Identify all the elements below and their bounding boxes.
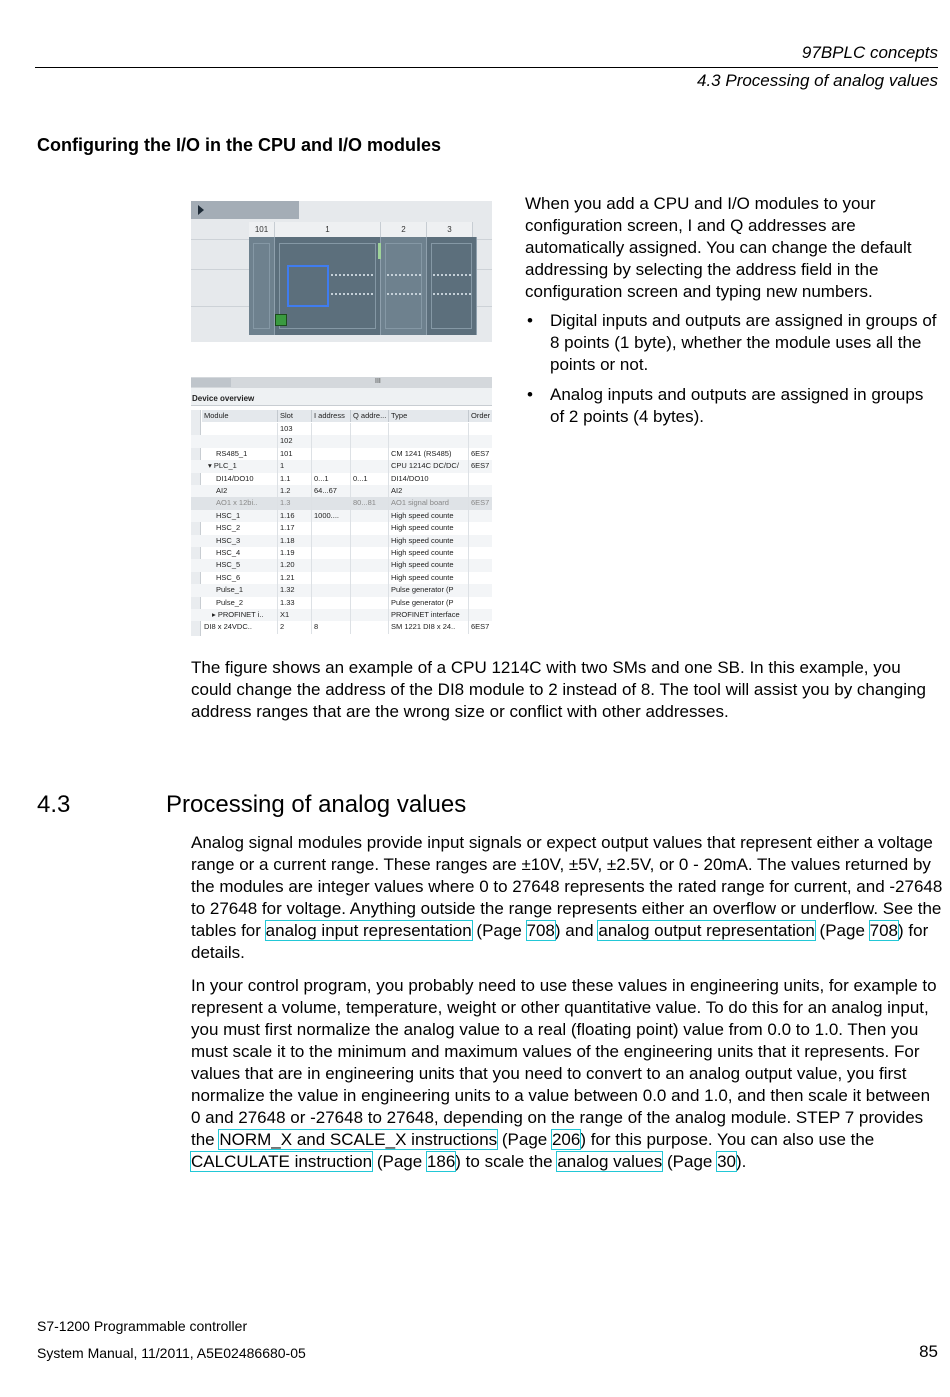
table-cell: CPU 1214C DC/DC/ <box>389 460 469 472</box>
table-row[interactable] <box>191 460 492 472</box>
table-cell: 1.16 <box>278 510 312 522</box>
table-row[interactable] <box>191 584 492 596</box>
table-cell <box>312 559 351 571</box>
table-cell <box>469 535 492 547</box>
link-calculate-instruction[interactable]: CALCULATE instruction <box>191 1152 373 1171</box>
table-row[interactable] <box>191 597 492 609</box>
table-cell <box>469 435 492 447</box>
table-cell: 1000.... <box>312 510 351 522</box>
table-cell: 1.33 <box>278 597 312 609</box>
table-row[interactable] <box>191 497 492 509</box>
table-cell: 64...67 <box>312 485 351 497</box>
column-header[interactable]: I address <box>312 410 351 422</box>
cm-module[interactable] <box>249 237 275 335</box>
table-cell: 1.18 <box>278 535 312 547</box>
table-cell <box>351 547 389 559</box>
table-cell: 0...1 <box>351 473 389 485</box>
table-cell <box>312 597 351 609</box>
section-title: Processing of analog values <box>166 791 467 818</box>
table-cell: HSC_2 <box>214 522 278 534</box>
slot-header: 101 <box>249 222 275 237</box>
device-overview-panel <box>191 377 492 636</box>
table-cell <box>469 597 492 609</box>
table-cell: HSC_6 <box>214 572 278 584</box>
table-cell: 6ES7 <box>469 460 492 472</box>
table-cell: 102 <box>278 435 312 447</box>
table-cell <box>351 522 389 534</box>
table-cell <box>312 609 351 621</box>
bullet-item: • Digital inputs and outputs are assigned in groups of 8 points (1 byte), whether the module uses all the points or not. <box>527 311 937 374</box>
link-analog-output-representation[interactable]: analog output representation <box>598 921 815 940</box>
column-header[interactable]: Q addre... <box>351 410 389 422</box>
scroll-thumb[interactable] <box>191 378 231 387</box>
table-row[interactable] <box>191 547 492 559</box>
slot-header: 1 <box>275 222 381 237</box>
table-cell: HSC_5 <box>214 559 278 571</box>
table-cell <box>312 460 351 472</box>
table-cell: CM 1241 (RS485) <box>389 448 469 460</box>
table-cell <box>469 584 492 596</box>
table-cell: X1 <box>278 609 312 621</box>
table-cell: 1.17 <box>278 522 312 534</box>
table-cell <box>312 535 351 547</box>
link-page-186[interactable]: 186 <box>426 1152 456 1171</box>
table-cell: HSC_3 <box>214 535 278 547</box>
status-led <box>378 243 381 259</box>
table-cell <box>202 423 278 435</box>
paragraph-analog-modules: Analog signal modules provide input signals or expect output values that represent either a voltage range or a current range. These ranges are ±10V, ±5V, ±2.5V, or 0 - 20mA. The values returned by the modules are integer values where 0 to 27648 represents the rated range for current, and -27648 to 27648 for voltage. Anything outside the range represents either an overflow or underflow. See the tables for analog input representation (Page 708) and analog output representation (Page 708) for details. <box>191 833 943 962</box>
bullet-dot-icon: • <box>527 385 533 404</box>
table-cell: Pulse generator (P <box>389 597 469 609</box>
sm-module-2[interactable] <box>427 237 477 335</box>
table-row[interactable] <box>191 485 492 497</box>
table-cell <box>312 497 351 509</box>
device-overview-title: Device overview <box>191 388 492 406</box>
table-cell <box>351 535 389 547</box>
table-row[interactable] <box>191 510 492 522</box>
header-section: 4.3 Processing of analog values <box>697 71 938 90</box>
io-intro: When you add a CPU and I/O modules to your configuration screen, I and Q addresses are automatically assigned. You can change the default addressing by selecting the address field in the configuration screen and typing new numbers. <box>525 194 912 301</box>
table-row[interactable] <box>191 609 492 621</box>
table-cell: 1 <box>278 460 312 472</box>
horizontal-scrollbar[interactable] <box>191 377 492 388</box>
ethernet-port-icon <box>275 314 287 326</box>
table-cell: 1.2 <box>278 485 312 497</box>
slot-header: 3 <box>427 222 473 237</box>
table-cell: Pulse_1 <box>214 584 278 596</box>
hardware-view-figure <box>191 201 492 342</box>
table-cell: AO1 signal board <box>389 497 469 509</box>
table-cell <box>351 609 389 621</box>
table-cell: RS485_1 <box>214 448 278 460</box>
table-cell: SM 1221 DI8 x 24.. <box>389 621 469 633</box>
section-body <box>191 832 943 1184</box>
signal-board-selection[interactable] <box>287 265 329 307</box>
table-cell <box>469 609 492 621</box>
table-cell <box>312 435 351 447</box>
table-cell <box>312 572 351 584</box>
table-cell <box>351 621 389 633</box>
table-cell <box>351 423 389 435</box>
table-cell: ▾ PLC_1 <box>206 460 278 472</box>
config-heading: Configuring the I/O in the CPU and I/O modules <box>37 135 441 155</box>
table-cell: PROFINET interface <box>389 609 469 621</box>
table-cell: HSC_1 <box>214 510 278 522</box>
table-cell <box>351 597 389 609</box>
footer-product: S7-1200 Programmable controller <box>37 1318 248 1334</box>
table-cell: High speed counte <box>389 559 469 571</box>
bullet-dot-icon: • <box>527 311 533 330</box>
table-row[interactable] <box>191 473 492 485</box>
table-cell <box>469 485 492 497</box>
column-header[interactable]: Type <box>389 410 469 422</box>
table-cell <box>351 572 389 584</box>
table-cell <box>312 448 351 460</box>
table-cell <box>312 423 351 435</box>
table-row[interactable] <box>191 621 492 633</box>
figure-caption: The figure shows an example of a CPU 1214C with two SMs and one SB. In this example, you could change the address of the DI8 module to 2 instead of 8. The tool will assist you by changing address ranges that are the wrong size or conflict with other addresses. <box>191 658 926 721</box>
table-cell: HSC_4 <box>214 547 278 559</box>
table-cell <box>469 473 492 485</box>
table-cell <box>312 547 351 559</box>
slot-header: 2 <box>381 222 427 237</box>
table-cell: 1.32 <box>278 584 312 596</box>
table-cell <box>469 522 492 534</box>
column-header[interactable]: Module <box>202 410 278 422</box>
column-header[interactable]: Slot <box>278 410 312 422</box>
paragraph-engineering-units: In your control program, you probably need to use these values in engineering units, for example to represent a volume, temperature, weight or other quantitative value. To do this for an analog input, you must first normalize the analog value to a real (floating point) value from 0.0 to 1.0. Then you must scale it to the minimum and maximum values of the engineering units that it represents. For values that are in engineering units that you need to convert to an analog output value, you first normalize the value in engineering units to a value between 0.0 and 1.0, and then scale it between 0 and 27648 or -27648 to 27648, depending on the range of the analog module. STEP 7 provides the NORM_X and SCALE_X instructions (Page 206) for this purpose. You can also use the CALCULATE instruction (Page 186) to scale the analog values (Page 30). <box>191 976 937 1171</box>
table-row[interactable] <box>191 522 492 534</box>
table-row[interactable] <box>191 559 492 571</box>
table-cell: 1.3 <box>278 497 312 509</box>
page-number: 85 <box>919 1342 938 1361</box>
header-rule <box>35 67 938 68</box>
table-cell: 1.20 <box>278 559 312 571</box>
table-cell <box>312 522 351 534</box>
footer-manual: System Manual, 11/2011, A5E02486680-05 <box>37 1345 306 1361</box>
table-cell <box>389 423 469 435</box>
table-cell: High speed counte <box>389 547 469 559</box>
table-cell: High speed counte <box>389 510 469 522</box>
table-cell <box>469 547 492 559</box>
table-row[interactable] <box>191 572 492 584</box>
table-cell: 101 <box>278 448 312 460</box>
table-cell <box>312 584 351 596</box>
link-analog-input-representation[interactable]: analog input representation <box>265 921 472 940</box>
table-cell: High speed counte <box>389 535 469 547</box>
column-header[interactable]: Order <box>469 410 492 422</box>
link-page-708[interactable]: 708 <box>869 921 899 940</box>
table-row[interactable] <box>191 435 492 447</box>
table-cell: 6ES7 <box>469 448 492 460</box>
table-cell <box>469 423 492 435</box>
table-cell: 1.19 <box>278 547 312 559</box>
table-cell <box>351 510 389 522</box>
table-cell <box>351 559 389 571</box>
link-page-30[interactable]: 30 <box>717 1152 736 1171</box>
table-cell: 0...1 <box>312 473 351 485</box>
table-cell: AI2 <box>214 485 278 497</box>
table-cell: High speed counte <box>389 572 469 584</box>
table-cell <box>389 435 469 447</box>
section-number: 4.3 <box>37 791 71 818</box>
table-cell <box>469 510 492 522</box>
table-cell: 1.21 <box>278 572 312 584</box>
table-cell: High speed counte <box>389 522 469 534</box>
table-cell: DI14/DO10 <box>389 473 469 485</box>
table-cell: 6ES7 <box>469 621 492 633</box>
scroll-grip-icon[interactable]: III <box>375 378 381 385</box>
link-page-206[interactable]: 206 <box>551 1130 581 1149</box>
table-cell <box>351 448 389 460</box>
table-cell: 2 <box>278 621 312 633</box>
table-cell: 103 <box>278 423 312 435</box>
table-cell <box>469 559 492 571</box>
table-cell: AI2 <box>389 485 469 497</box>
table-cell <box>351 460 389 472</box>
link-norm-x-scale-x[interactable]: NORM_X and SCALE_X instructions <box>219 1130 498 1149</box>
table-cell: AO1 x 12bi.. <box>214 497 278 509</box>
link-analog-values[interactable]: analog values <box>557 1152 663 1171</box>
table-cell <box>351 584 389 596</box>
table-row[interactable] <box>191 448 492 460</box>
table-cell: DI8 x 24VDC.. <box>202 621 278 633</box>
table-cell: 8 <box>312 621 351 633</box>
io-description <box>525 193 937 436</box>
table-cell: 80...81 <box>351 497 389 509</box>
bullet-item: • Analog inputs and outputs are assigned in groups of 2 points (4 bytes). <box>527 385 924 426</box>
table-cell: DI14/DO10 <box>214 473 278 485</box>
table-row[interactable] <box>191 535 492 547</box>
table-row[interactable] <box>191 423 492 435</box>
table-cell <box>351 485 389 497</box>
table-cell: 6ES7 <box>469 497 492 509</box>
table-cell <box>469 572 492 584</box>
link-page-708[interactable]: 708 <box>526 921 555 940</box>
table-cell <box>351 435 389 447</box>
table-cell <box>202 435 278 447</box>
io-bullets <box>525 310 937 428</box>
table-cell: ▸ PROFINET i.. <box>210 609 278 621</box>
header-chapter: 97BPLC concepts <box>801 43 938 62</box>
play-icon[interactable] <box>198 205 204 215</box>
table-cell: Pulse generator (P <box>389 584 469 596</box>
sm-module-1[interactable] <box>381 237 427 335</box>
table-cell: Pulse_2 <box>214 597 278 609</box>
table-cell: 1.1 <box>278 473 312 485</box>
hardware-toolbar[interactable] <box>191 201 299 219</box>
